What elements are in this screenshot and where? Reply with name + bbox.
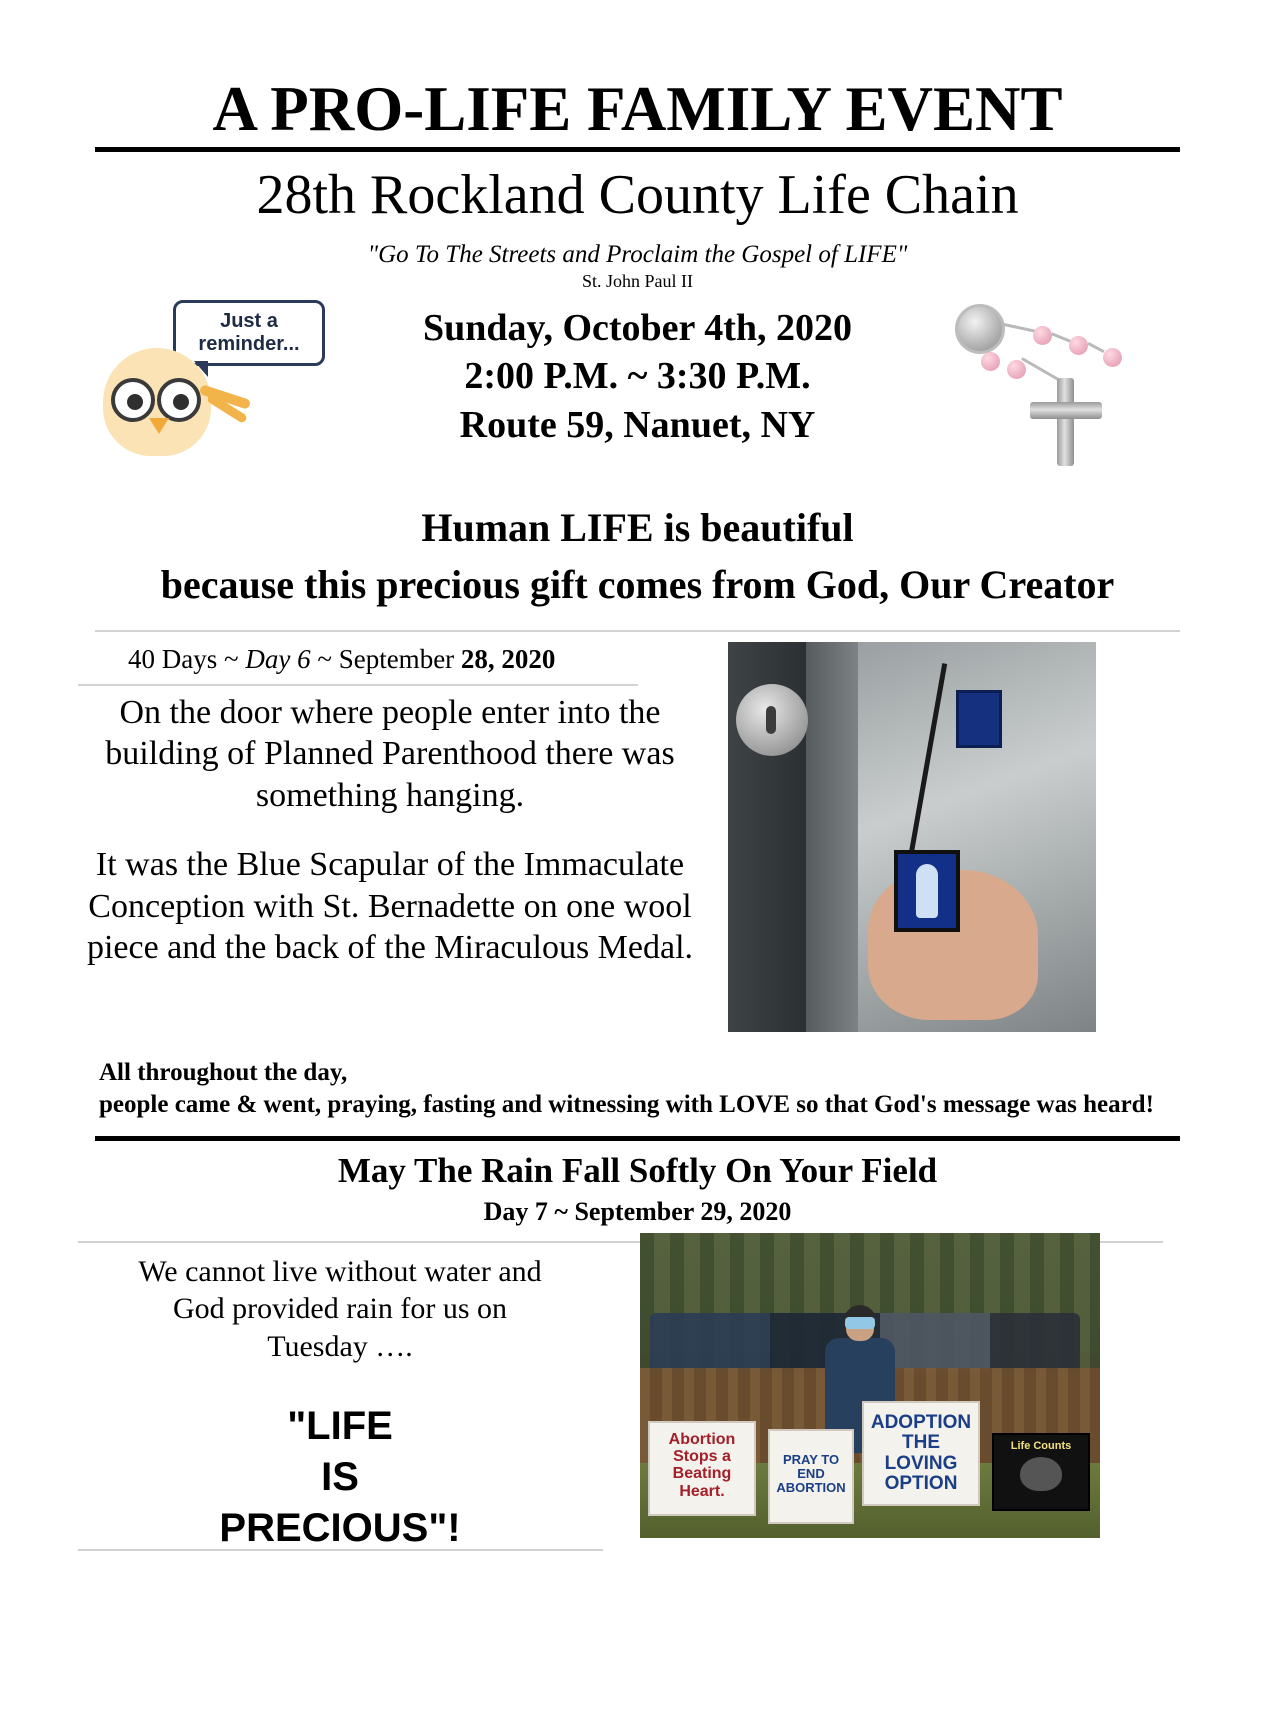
life-chain-photo bbox=[640, 1233, 1100, 1538]
day7-slogan-line-3: PRECIOUS"! bbox=[219, 1506, 461, 1551]
sign-adoption-loving-option: ADOPTION THE LOVING OPTION bbox=[862, 1401, 980, 1506]
reminder-line-2: reminder... bbox=[198, 332, 300, 355]
reminder-line-1: Just a bbox=[220, 309, 278, 332]
owl-pupil-right-icon bbox=[173, 394, 189, 410]
day7-paragraph: We cannot live without water and God provided rain for us on Tuesday …. bbox=[138, 1254, 542, 1363]
rosary-bead-5 bbox=[1007, 360, 1026, 379]
owl-beak-icon bbox=[149, 418, 169, 434]
rosary-bead-2 bbox=[1069, 336, 1088, 355]
rosary-chain-4 bbox=[1021, 357, 1061, 382]
page-subtitle: 28th Rockland County Life Chain bbox=[256, 164, 1019, 226]
immaculate-conception-figure bbox=[916, 864, 938, 918]
page-title: A PRO-LIFE FAMILY EVENT bbox=[212, 74, 1063, 144]
day7-section bbox=[0, 1241, 1275, 1571]
owl-reminder-graphic bbox=[95, 300, 335, 460]
day6-meta-day: Day 6 bbox=[245, 643, 311, 674]
quote-attribution: St. John Paul II bbox=[581, 270, 693, 291]
rosary-chain-1 bbox=[1001, 322, 1035, 332]
rosary-graphic bbox=[945, 298, 1135, 473]
day6-meta bbox=[128, 644, 555, 675]
day6-meta-mid: ~ September bbox=[310, 643, 461, 674]
rosary-bead-1 bbox=[1033, 326, 1052, 345]
crucifix-crossbar-icon bbox=[1030, 402, 1102, 419]
door-lock-icon bbox=[736, 684, 808, 756]
day6-body bbox=[75, 692, 705, 997]
scapular-door-photo bbox=[728, 642, 1096, 1032]
sign-pray-to-end-abortion: PRAY TO END ABORTION bbox=[768, 1429, 854, 1524]
sign-baby-image bbox=[1020, 1457, 1062, 1491]
message-line-2: because this precious gift comes from God, Our Creator bbox=[160, 561, 1115, 607]
rosary-bead-4 bbox=[981, 352, 1000, 371]
owl-eye-left-icon bbox=[111, 378, 155, 422]
day6-closing-line-1: All throughout the day, bbox=[99, 1058, 348, 1086]
sign-life-counts bbox=[992, 1433, 1090, 1511]
door-frame-detail bbox=[806, 642, 858, 1032]
day6-section bbox=[0, 644, 1275, 1049]
event-date: Sunday, October 4th, 2020 bbox=[423, 306, 852, 349]
crucifix-icon bbox=[1057, 378, 1074, 466]
blue-scapular-icon bbox=[894, 850, 960, 932]
rosary-chain-2 bbox=[1051, 332, 1071, 342]
sign-abortion-stops-heart: Abortion Stops a Beating Heart. bbox=[648, 1421, 756, 1516]
day6-paragraph-1: On the door where people enter into the building of Planned Parenthood there was something hanging. bbox=[105, 693, 675, 814]
scapular-upper-piece bbox=[956, 690, 1002, 748]
face-mask-detail bbox=[845, 1317, 875, 1329]
owl-eye-right-icon bbox=[157, 378, 201, 422]
miraculous-medal-icon bbox=[955, 304, 1005, 354]
owl-pupil-left-icon bbox=[127, 394, 143, 410]
reminder-speech-bubble bbox=[173, 300, 325, 366]
day7-rule-bottom bbox=[78, 1549, 603, 1551]
day7-title: May The Rain Fall Softly On Your Field bbox=[337, 1150, 938, 1190]
divider-section bbox=[95, 1136, 1180, 1141]
day7-slogan-line-2: IS bbox=[321, 1454, 359, 1499]
day6-meta-prefix: 40 Days ~ bbox=[128, 643, 246, 674]
flyer-page bbox=[0, 74, 1275, 1728]
rosary-bead-3 bbox=[1103, 348, 1122, 367]
day7-slogan bbox=[120, 1401, 560, 1555]
day7-subtitle: Day 7 ~ September 29, 2020 bbox=[483, 1196, 792, 1226]
day6-closing-line-2: people came & went, praying, fasting and witnessing with LOVE so that God's message was heard! bbox=[99, 1091, 1154, 1119]
day7-slogan-line-1: "LIFE bbox=[287, 1403, 393, 1448]
event-location: Route 59, Nanuet, NY bbox=[459, 404, 816, 447]
sign-life-counts-label: Life Counts bbox=[1010, 1439, 1072, 1452]
day6-closing bbox=[95, 1057, 1180, 1122]
event-details-row bbox=[0, 298, 1275, 478]
rosary-chain-3 bbox=[1087, 342, 1104, 353]
divider-top bbox=[95, 630, 1180, 632]
day6-meta-date: 28, 2020 bbox=[460, 643, 556, 674]
title-underline bbox=[95, 147, 1180, 152]
day6-meta-rule bbox=[78, 684, 638, 686]
message-line-1: Human LIFE is beautiful bbox=[421, 504, 854, 550]
day6-paragraph-2: It was the Blue Scapular of the Immaculate Conception with St. Bernadette on one wool piece and the back of the Miraculous Medal. bbox=[86, 846, 694, 967]
scripture-quote: "Go To The Streets and Proclaim the Gospel of LIFE" bbox=[367, 240, 908, 268]
event-time: 2:00 P.M. ~ 3:30 P.M. bbox=[464, 355, 811, 398]
